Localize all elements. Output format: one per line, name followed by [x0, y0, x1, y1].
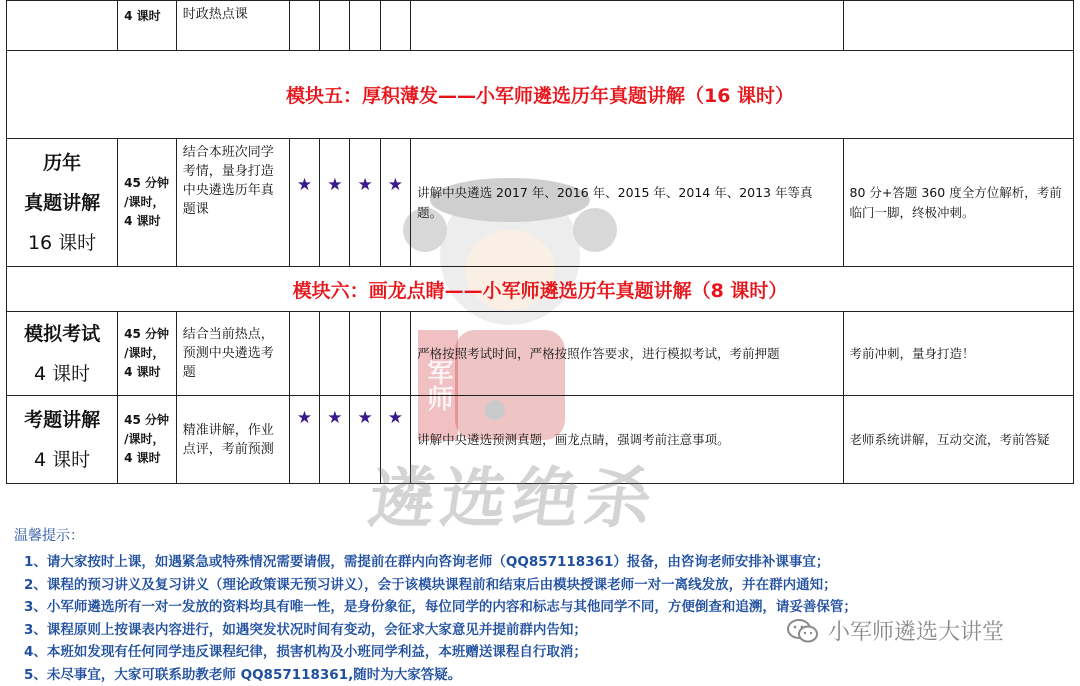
table-row-mock — [7, 312, 1074, 396]
module5-title: 模块五：厚积薄发——小军师遴选历年真题讲解（16 课时） — [7, 51, 1074, 139]
star-cell — [320, 312, 350, 396]
tips-title: 温馨提示： — [14, 525, 1074, 545]
star-cell — [289, 1, 319, 51]
time-cell — [118, 312, 177, 396]
module6-title: 模块六：画龙点睛——小军师遴选历年真题讲解（8 课时） — [7, 267, 1074, 312]
star-icon: ★ — [350, 139, 380, 267]
star-cell — [350, 1, 380, 51]
course-hours: 4 课时 — [7, 440, 117, 480]
goal-cell: 考前冲刺，量身打造！ — [843, 312, 1073, 396]
desc-cell: 精准讲解，作业点评，考前预测 — [176, 396, 289, 484]
time-cell: 4 课时 — [118, 1, 177, 51]
time-line: /课时， — [124, 344, 176, 363]
content-cell: 严格按照考试时间，严格按照作答要求，进行模拟考试，考前押题 — [411, 312, 843, 396]
table-row-history — [7, 139, 1074, 267]
star-icon: ★ — [289, 396, 319, 484]
wechat-watermark — [786, 615, 1004, 646]
course-line: 模拟考试 — [7, 314, 117, 354]
desc-cell: 时政热点课 — [176, 1, 289, 51]
course-hours: 4 课时 — [7, 354, 117, 394]
course-line: 真题讲解 — [7, 183, 117, 223]
goal-cell: 80 分+答题 360 度全方位解析，考前临门一脚，终极冲刺。 — [843, 139, 1073, 267]
course-line: 考题讲解 — [7, 400, 117, 440]
course-hours: 16 课时 — [7, 223, 117, 263]
content-cell: 讲解中央遴选预测真题，画龙点睛，强调考前注意事项。 — [411, 396, 843, 484]
content-cell: 讲解中央遴选 2017 年、2016 年、2015 年、2014 年、2013 年等真题。 — [411, 139, 843, 267]
time-line: 45 分钟 — [124, 325, 176, 344]
content-cell — [411, 1, 843, 51]
tip-item: 3、小军师遴选所有一对一发放的资料均具有唯一性，是身份象征，每位同学的内容和标志与其他同学不同，方便倒查和追溯，请妥善保管； — [14, 596, 1074, 619]
course-line: 历年 — [7, 143, 117, 183]
time-cell — [118, 139, 177, 267]
tip-item: 2、课程的预习讲义及复习讲义（理论政策课无预习讲义），会于该模块课程前和结束后由模块授课老师一对一离线发放，并在群内通知； — [14, 574, 1074, 597]
time-line: /课时， — [124, 430, 176, 449]
tip-item: 3、课程原则上按课表内容进行，如遇突发状况时间有变动，会征求大家意见并提前群内告知； — [14, 619, 1074, 642]
time-line: 4 课时 — [124, 449, 176, 468]
star-icon: ★ — [350, 396, 380, 484]
course-cell — [7, 312, 118, 396]
time-line: 4 课时 — [124, 212, 176, 231]
star-cell — [320, 1, 350, 51]
time-line: 45 分钟 — [124, 174, 176, 193]
goal-cell: 老师系统讲解，互动交流，考前答疑 — [843, 396, 1073, 484]
desc-cell: 结合当前热点，预测中央遴选考题 — [176, 312, 289, 396]
star-cell — [289, 312, 319, 396]
module-row — [7, 267, 1074, 312]
tip-item: 5、未尽事宜，大家可联系助教老师 QQ857118361,随时为大家答疑。 — [14, 664, 1074, 686]
time-cell — [118, 396, 177, 484]
tip-item: 4、本班如发现有任何同学违反课程纪律，损害机构及小班同学利益，本班赠送课程自行取消； — [14, 641, 1074, 664]
table-row-top — [7, 1, 1074, 51]
course-cell — [7, 139, 118, 267]
watermark-text: 遴选绝杀 — [363, 445, 664, 540]
star-cell — [350, 312, 380, 396]
star-icon: ★ — [320, 139, 350, 267]
star-cell — [380, 1, 410, 51]
star-icon: ★ — [380, 396, 410, 484]
wechat-icon — [786, 617, 820, 645]
wechat-label: 小军师遴选大讲堂 — [828, 615, 1004, 646]
watermark-tag: 军师 — [418, 330, 458, 440]
tips-section — [14, 525, 1074, 686]
tip-item: 1、请大家按时上课，如遇紧急或特殊情况需要请假，需提前在群内向咨询老师（QQ857118361）报备，由咨询老师安排补课事宜； — [14, 551, 1074, 574]
star-cell — [380, 312, 410, 396]
time-line: 4 课时 — [124, 363, 176, 382]
time-line: 45 分钟 — [124, 411, 176, 430]
star-icon: ★ — [380, 139, 410, 267]
star-icon: ★ — [289, 139, 319, 267]
star-icon: ★ — [320, 396, 350, 484]
time-line: /课时， — [124, 193, 176, 212]
desc-cell: 结合本班次同学考情，量身打造中央遴选历年真题课 — [176, 139, 289, 267]
goal-cell — [843, 1, 1073, 51]
course-cell — [7, 396, 118, 484]
course-cell — [7, 1, 118, 51]
schedule-table — [6, 0, 1074, 484]
module-row — [7, 51, 1074, 139]
